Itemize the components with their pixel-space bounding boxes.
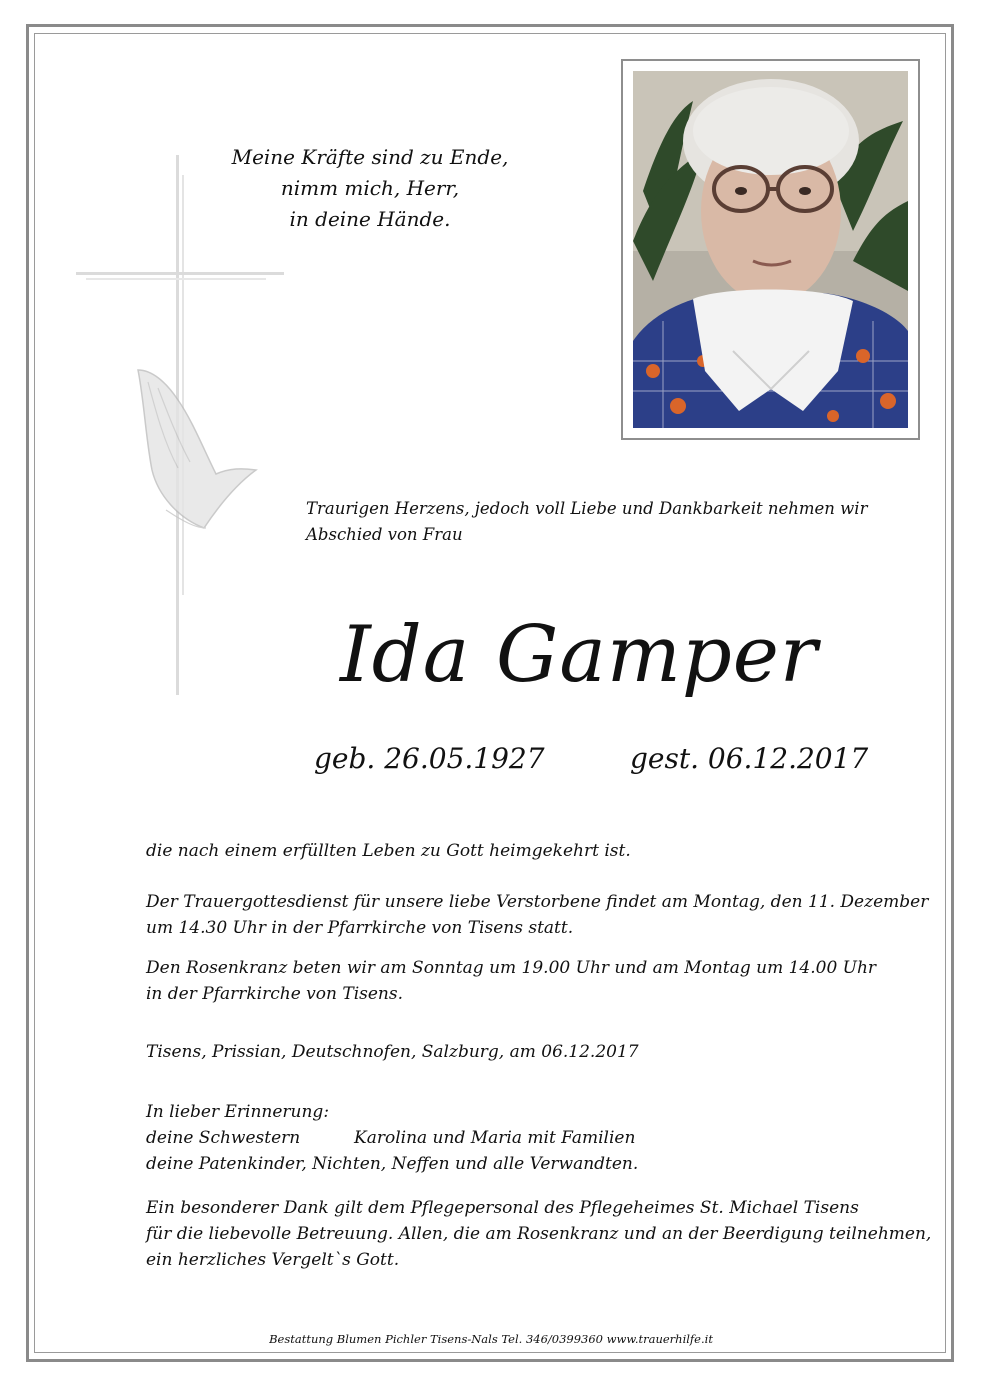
deceased-name: Ida Gamper [340, 610, 819, 700]
portrait-photo-frame [621, 59, 920, 440]
siblings-names: Karolina und Maria mit Familien [354, 1128, 636, 1148]
body-line: Der Trauergottesdienst für unsere liebe Verstorbene findet am Montag, den 11. Dezember [146, 892, 929, 912]
returned-line [146, 838, 936, 864]
footer-undertaker: Bestattung Blumen Pichler Tisens-Nals Tel. 346/0399360 www.trauerhilfe.it [269, 1332, 713, 1346]
memory-heading: In lieber Erinnerung: [146, 1102, 330, 1122]
memory-paragraph [146, 1099, 936, 1177]
praying-hands-icon [138, 370, 256, 528]
verse-line: nimm mich, Herr, [280, 176, 460, 200]
service-paragraph [146, 889, 936, 941]
portrait-photo [633, 71, 908, 428]
intro-line: Traurigen Herzens, jedoch voll Liebe und Dankbarkeit nehmen wir [306, 499, 868, 518]
body-line: um 14.30 Uhr in der Pfarrkirche von Tisens statt. [146, 918, 574, 938]
body-line: für die liebevolle Betreuung. Allen, die am Rosenkranz und an der Beerdigung teilnehmen, [146, 1224, 932, 1244]
places-date [146, 1039, 936, 1065]
siblings-label: deine Schwestern [146, 1128, 301, 1148]
rosary-paragraph [146, 955, 936, 1007]
birth-date: geb. 26.05.1927 [314, 742, 545, 775]
intro-text [306, 496, 926, 548]
body-line: Tisens, Prissian, Deutschnofen, Salzburg, am 06.12.2017 [146, 1042, 639, 1062]
cross-praying-hands-icon [66, 150, 296, 720]
verse [220, 142, 520, 235]
body-line: ein herzliches Vergelt`s Gott. [146, 1250, 400, 1270]
body-line: Den Rosenkranz beten wir am Sonntag um 19.00 Uhr und am Montag um 14.00 Uhr [146, 958, 877, 978]
death-date: gest. 06.12.2017 [630, 742, 869, 775]
intro-line: Abschied von Frau [306, 525, 463, 544]
siblings-row [146, 1125, 936, 1151]
godchildren-line: deine Patenkinder, Nichten, Neffen und alle Verwandten. [146, 1154, 639, 1174]
verse-line: in deine Hände. [289, 207, 451, 231]
body-line: die nach einem erfüllten Leben zu Gott heimgekehrt ist. [146, 841, 631, 861]
body-line: Ein besonderer Dank gilt dem Pflegepersonal des Pflegeheimes St. Michael Tisens [146, 1198, 859, 1218]
body-line: in der Pfarrkirche von Tisens. [146, 984, 404, 1004]
thanks-paragraph [146, 1195, 936, 1273]
verse-line: Meine Kräfte sind zu Ende, [231, 145, 509, 169]
